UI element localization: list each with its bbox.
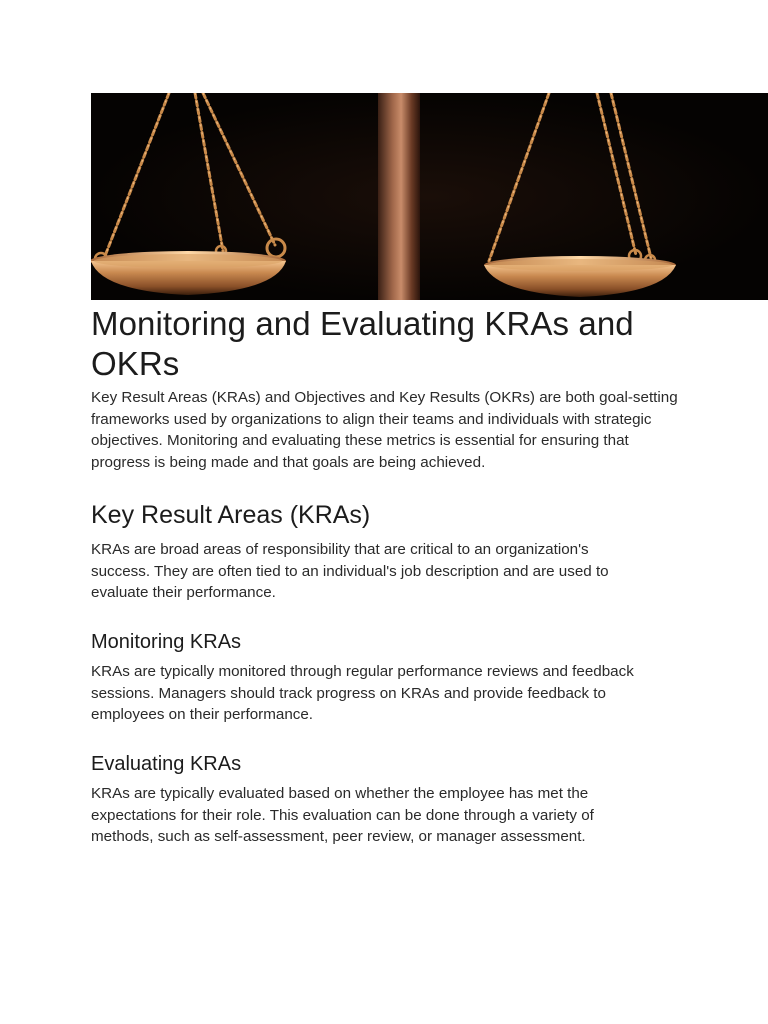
section-heading-kras: Key Result Areas (KRAs) — [91, 500, 371, 529]
subsection-body-evaluating: KRAs are typically evaluated based on whether the employee has met the expectations for their role. This evaluation can be done through a variety of methods, such as self-assessment, peer review, or manager assessment. — [91, 785, 594, 846]
scales-of-justice-image — [91, 93, 768, 300]
subsection-heading-evaluating: Evaluating KRAs — [91, 753, 242, 776]
page-title: Monitoring and Evaluating KRAs and OKRs — [91, 305, 634, 382]
subsection-heading-monitoring: Monitoring KRAs — [91, 630, 242, 653]
section-body-kras: KRAs are broad areas of responsibility that are critical to an organization's success. They are often tied to an individual's job description and are used to evaluate their performance. — [91, 540, 609, 602]
intro-paragraph: Key Result Areas (KRAs) and Objectives and Key Results (OKRs) are both goal-setting frameworks used by organizations to align their teams and individuals with strategic objectives. Monitoring and evaluating these metrics is essential for ensuring that progress is being made and that goals are being achieved. — [91, 389, 678, 472]
subsection-body-monitoring: KRAs are typically monitored through regular performance reviews and feedback sessions. Managers should track progress on KRAs and provide feedback to employees on their performance. — [91, 662, 634, 724]
article-content — [91, 304, 691, 848]
hero-image — [91, 93, 768, 300]
